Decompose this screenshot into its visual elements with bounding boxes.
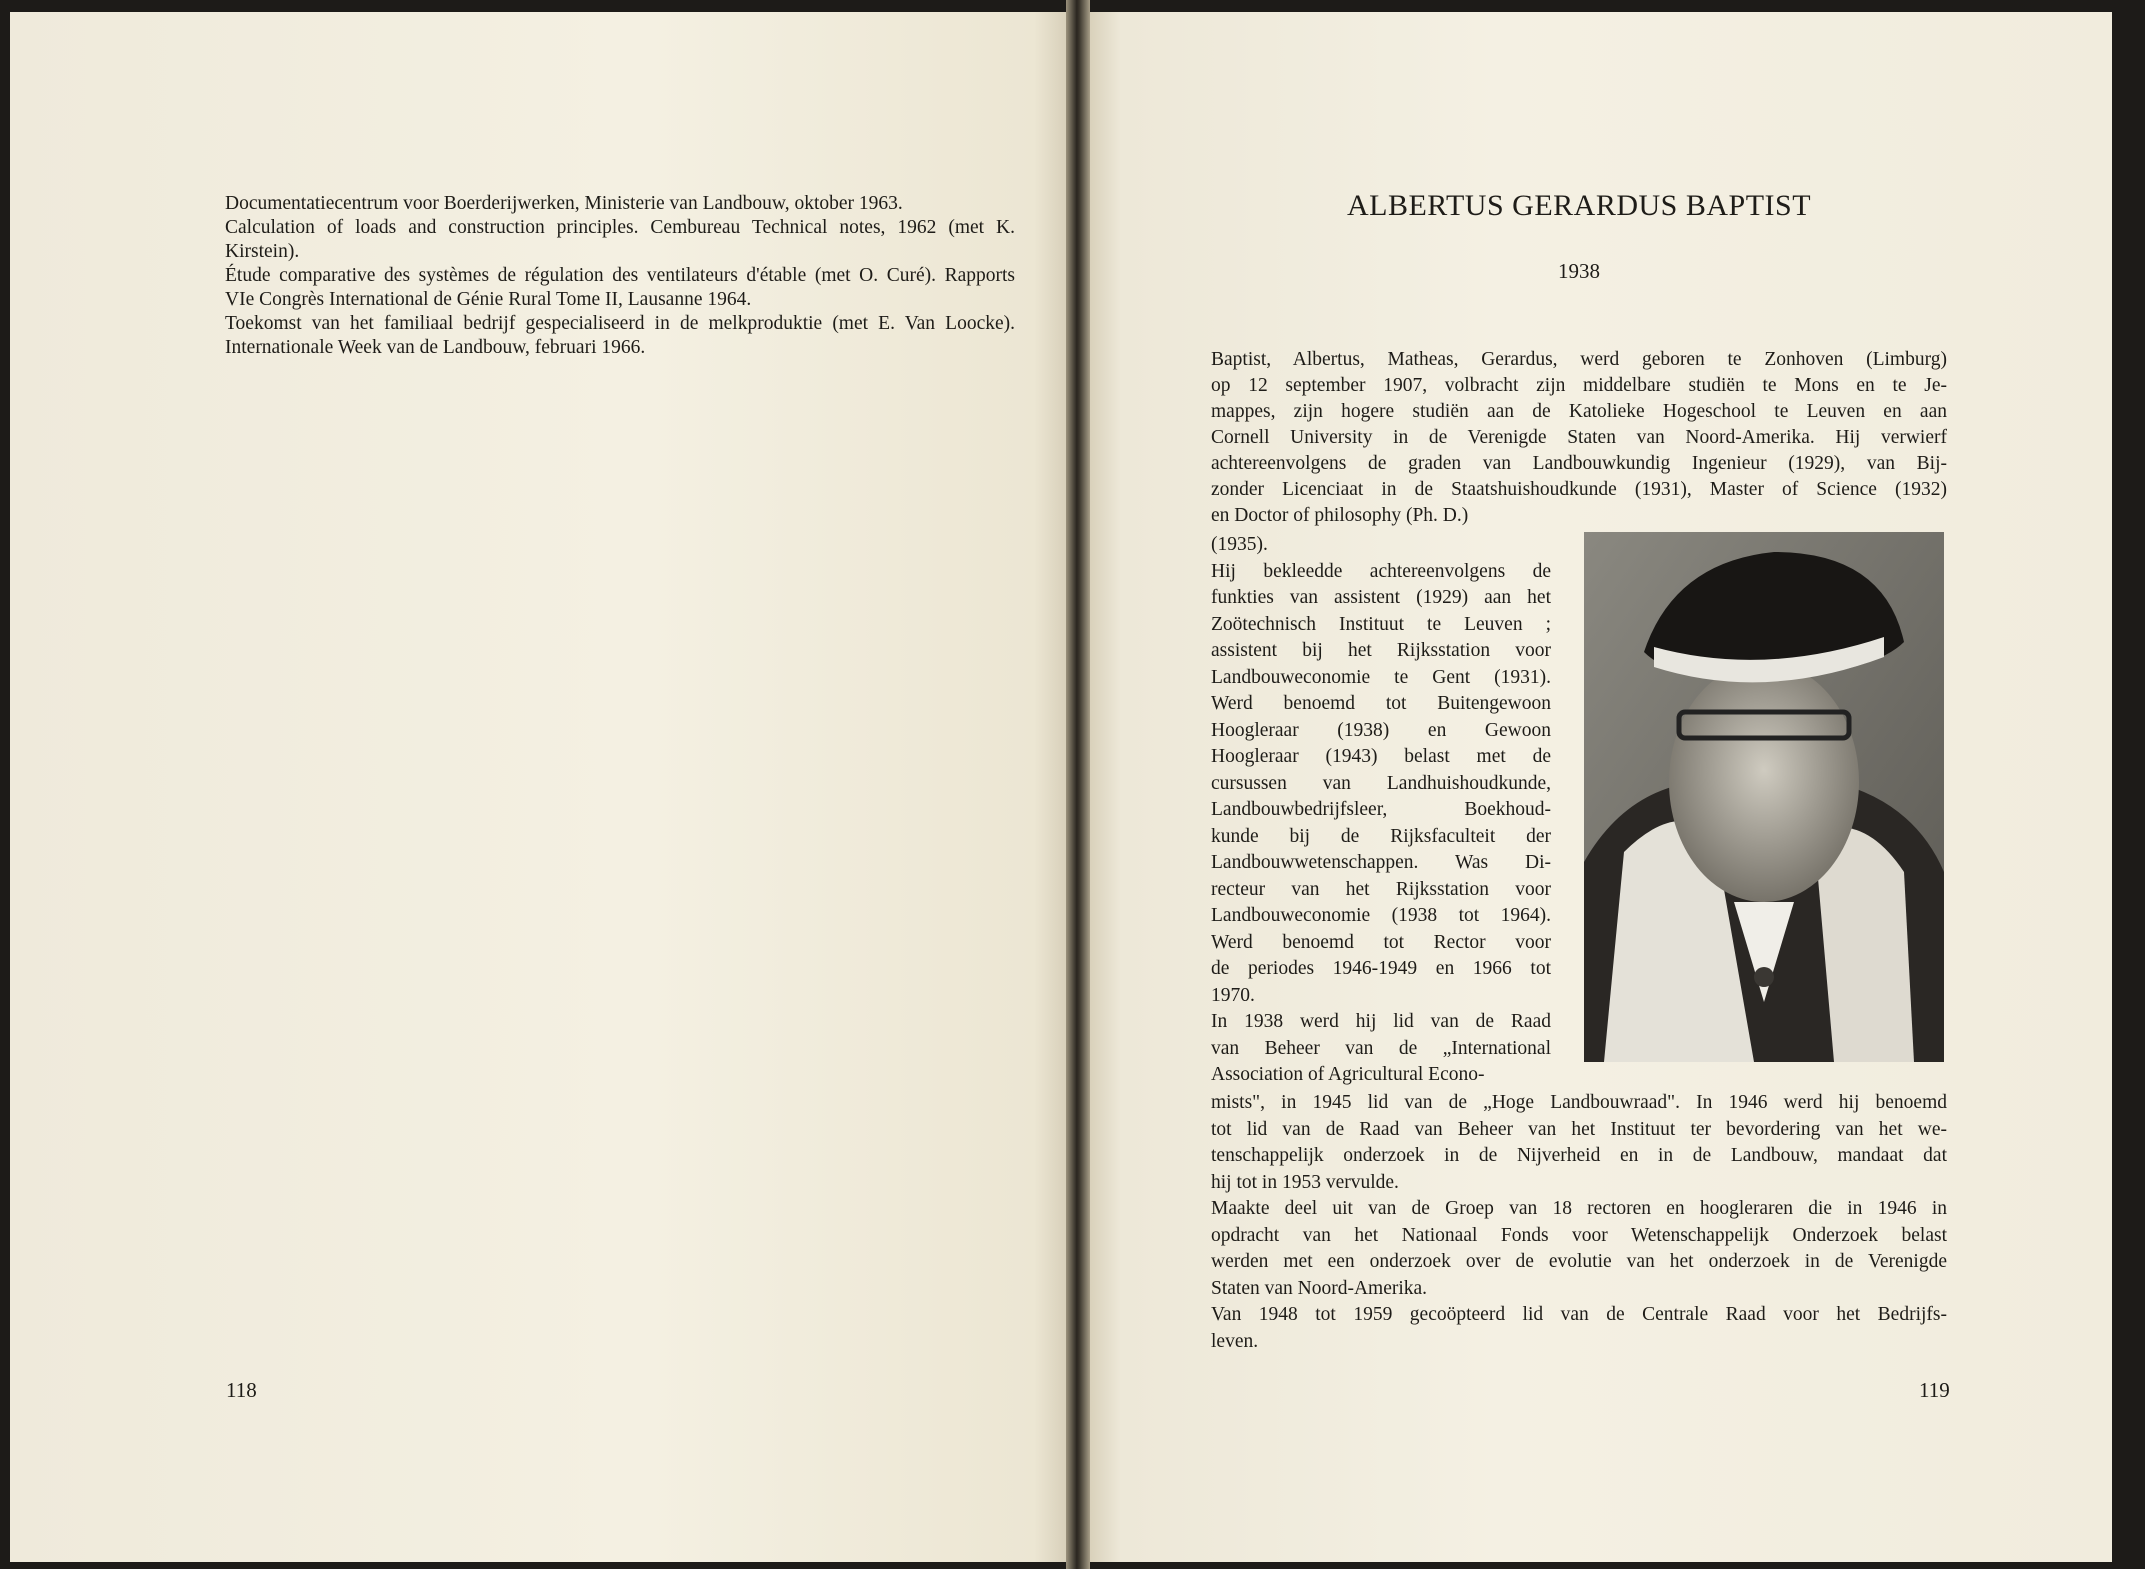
biography-intro — [1211, 347, 1947, 529]
text-line: Association of Agricultural Econo- — [1211, 1064, 1485, 1085]
text-line: Staten van Noord-Amerika. — [1211, 1277, 1428, 1299]
bibliography-line: Documentatiecentrum voor Boerderijwerken, Ministerie van Landbouw, oktober 1963. — [225, 193, 903, 214]
text-line: Van 1948 tot 1959 gecoöpteerd lid van de Centrale Raad voor het Bedrijfs- — [1211, 1304, 1947, 1325]
text-line: Landbouwwetenschappen. Was Di- — [1211, 852, 1551, 873]
bibliography-line: Internationale Week van de Landbouw, februari 1966. — [225, 337, 646, 358]
text-line: hij tot in 1953 vervulde. — [1211, 1171, 1399, 1193]
text-line: en Doctor of philosophy (Ph. D.) — [1211, 505, 1469, 526]
text-line: Landbouwbedrijfsleer, Boekhoud- — [1211, 799, 1551, 820]
text-line: tenschappelijk onderzoek in de Nijverheid en in de Landbouw, mandaat dat — [1211, 1145, 1947, 1166]
year-heading: 1938 — [1558, 259, 1600, 283]
text-line: Zoötechnisch Instituut te Leuven ; — [1211, 613, 1551, 635]
text-line: Werd benoemd tot Rector voor — [1211, 931, 1551, 953]
text-line: Hoogleraar (1943) belast met de — [1211, 746, 1551, 767]
text-line: werden met een onderzoek over de evolutie van het onderzoek in de Verenigde — [1211, 1251, 1947, 1272]
portrait-photo — [1584, 532, 1944, 1062]
text-line: op 12 september 1907, volbracht zijn middelbare studiën te Mons en te Je- — [1211, 375, 1947, 396]
text-line: Landbouweconomie te Gent (1931). — [1211, 666, 1551, 688]
text-line: cursussen van Landhuishoudkunde, — [1211, 772, 1551, 794]
text-line: kunde bij de Rijksfaculteit der — [1211, 825, 1551, 847]
bibliography-line: VIe Congrès International de Génie Rural Tome II, Lausanne 1964. — [225, 289, 752, 310]
text-line: leven. — [1211, 1330, 1259, 1352]
page-number-right: 119 — [1919, 1378, 1950, 1402]
text-line: Baptist, Albertus, Matheas, Gerardus, werd geboren te Zonhoven (Limburg) — [1211, 349, 1947, 370]
text-line: assistent bij het Rijksstation voor — [1211, 640, 1551, 661]
bibliography-line: Toekomst van het familiaal bedrijf gespecialiseerd in de melkproduktie (met E. Van Loocke). — [225, 313, 1015, 334]
text-line: 1970. — [1211, 984, 1255, 1006]
text-line: opdracht van het Nationaal Fonds voor Wetenschappelijk Onderzoek belast — [1211, 1224, 1947, 1246]
bibliography-line: Calculation of loads and construction principles. Cembureau Technical notes, 1962 (met K. — [225, 217, 1015, 238]
text-line: mappes, zijn hogere studiën aan de Katolieke Hogeschool te Leuven en aan — [1211, 401, 1947, 422]
left-page — [10, 12, 1066, 1562]
text-line: achtereenvolgens de graden van Landbouwkundig Ingenieur (1929), van Bij- — [1211, 453, 1947, 474]
text-line: Werd benoemd tot Buitengewoon — [1211, 693, 1551, 714]
text-line: tot lid van de Raad van Beheer van het Instituut ter bevordering van het we- — [1211, 1118, 1947, 1140]
text-line: Landbouweconomie (1938 tot 1964). — [1211, 905, 1551, 926]
text-line: van Beheer van de „International — [1211, 1037, 1551, 1059]
page-number-left: 118 — [226, 1378, 257, 1402]
text-line: mists", in 1945 lid van de „Hoge Landbouwraad". In 1946 werd hij benoemd — [1211, 1092, 1947, 1113]
bibliography-list — [225, 192, 1015, 360]
bibliography-line: Étude comparative des systèmes de régulation des ventilateurs d'étable (met O. Curé). Rapports — [225, 265, 1015, 286]
biography-continued — [1211, 1090, 1947, 1355]
bibliography-line: Kirstein). — [225, 241, 300, 262]
text-line: In 1938 werd hij lid van de Raad — [1211, 1011, 1551, 1032]
text-line: funkties van assistent (1929) aan het — [1211, 587, 1551, 608]
text-line: recteur van het Rijksstation voor — [1211, 878, 1551, 900]
text-line: (1935). — [1211, 534, 1268, 555]
book-spine — [1066, 0, 1090, 1569]
page-title: ALBERTUS GERARDUS BAPTIST — [1346, 189, 1812, 222]
text-line: Hij bekleedde achtereenvolgens de — [1211, 560, 1551, 582]
text-line: de periodes 1946-1949 en 1966 tot — [1211, 958, 1551, 979]
biography-column — [1211, 532, 1551, 1089]
text-line: Hoogleraar (1938) en Gewoon — [1211, 719, 1551, 741]
text-line: zonder Licenciaat in de Staatshuishoudkunde (1931), Master of Science (1932) — [1211, 479, 1947, 500]
text-line: Cornell University in de Verenigde Staten van Noord-Amerika. Hij verwierf — [1211, 427, 1947, 448]
right-page — [1090, 12, 2112, 1562]
text-line: Maakte deel uit van de Groep van 18 rectoren en hoogleraren die in 1946 in — [1211, 1198, 1947, 1219]
